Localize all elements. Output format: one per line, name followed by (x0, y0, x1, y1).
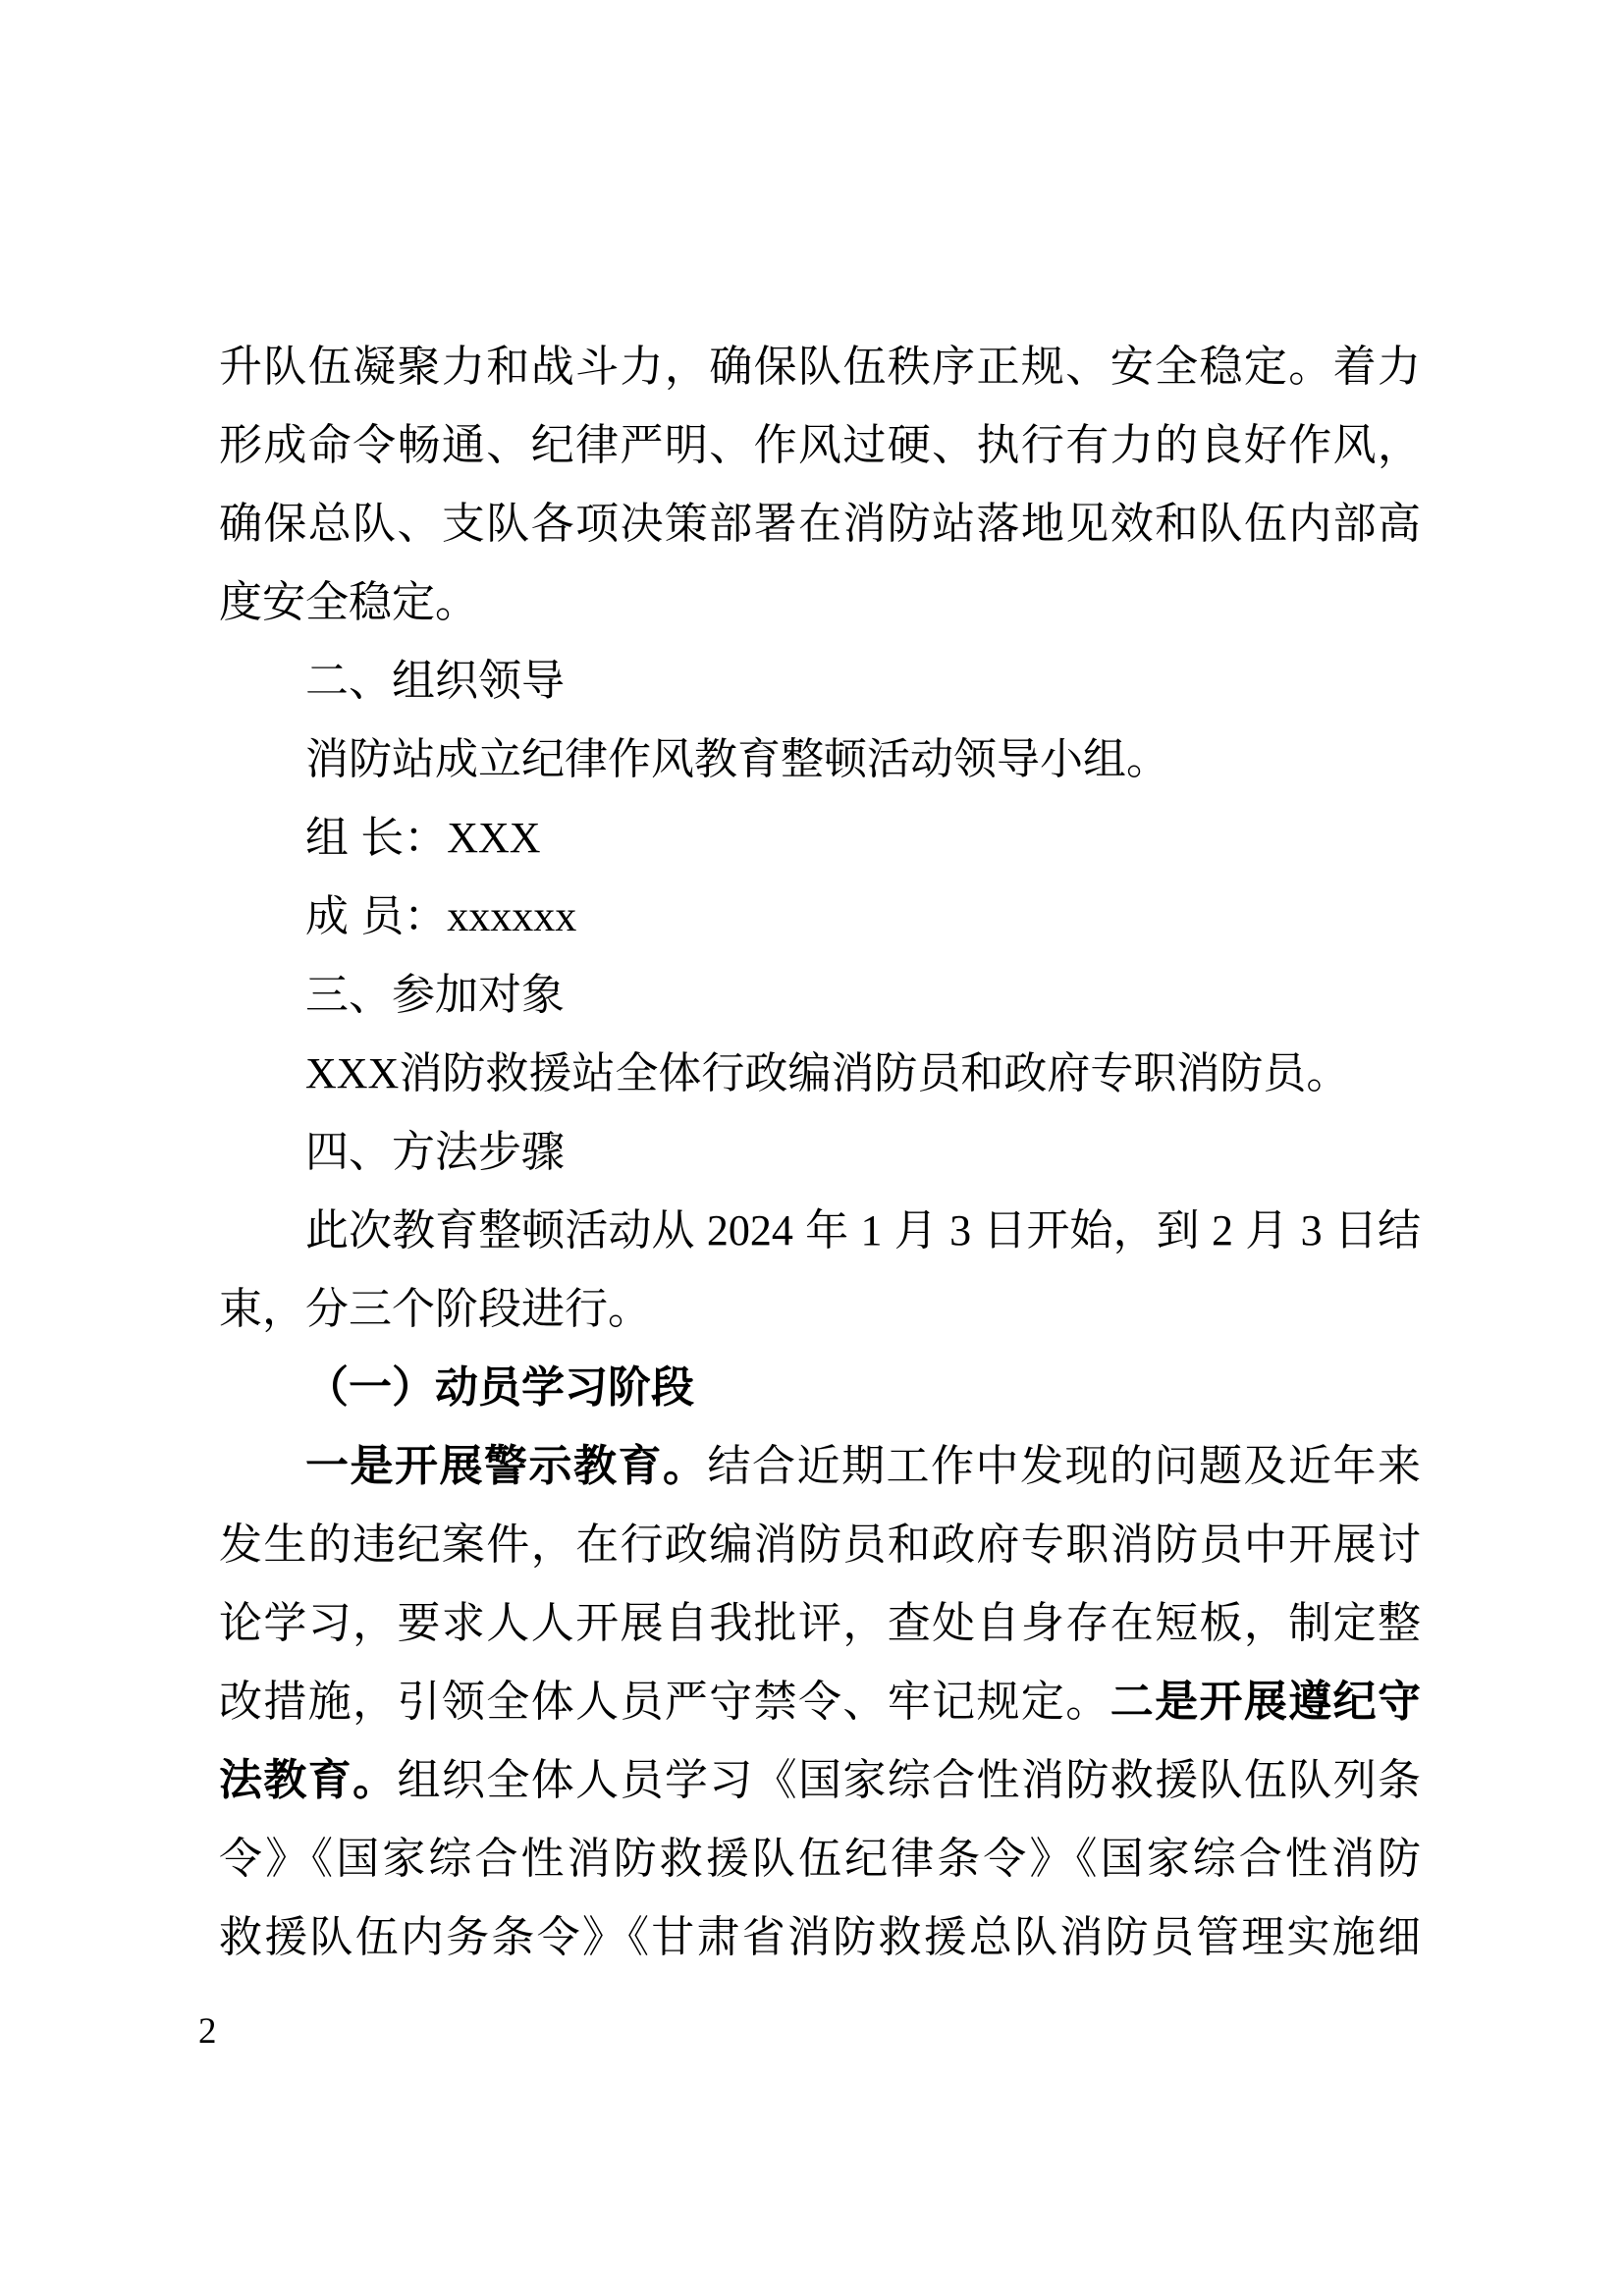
text-line: 升队伍凝聚力和战斗力，确保队伍秩序正规、安全稳定。着力 (219, 343, 1421, 391)
text-segment: 一是开展警示教育。 (305, 1442, 708, 1490)
text-segment: 月 (882, 1206, 950, 1255)
text-segment: 日结 (1322, 1206, 1422, 1255)
text-segment: 结合近期工作中发现的问题及近年来 (707, 1442, 1421, 1490)
text-segment: 日开始，到 (971, 1206, 1213, 1255)
text-line (219, 1663, 1421, 1741)
text-line (219, 1427, 1421, 1506)
document-body (219, 328, 1421, 1977)
text-segment: 二是开展遵纪守 (1110, 1678, 1422, 1726)
text-line: 令》《国家综合性消防救援队伍纪律条令》《国家综合性消防 (219, 1835, 1421, 1883)
text-segment: 1 (860, 1206, 883, 1255)
text-segment: 2 (1212, 1206, 1234, 1255)
text-segment: 3 (1300, 1206, 1323, 1255)
text-line (219, 878, 1421, 956)
text-line (219, 1741, 1421, 1820)
text-segment: 成 员： (305, 892, 448, 940)
text-segment: 此次教育整顿活动从 (305, 1206, 707, 1255)
text-line (219, 1192, 1421, 1270)
text-line: 消防站成立纪律作风教育整顿活动领导小组。 (305, 735, 1169, 783)
text-segment: 组织全体人员学习《国家综合性消防救援队伍队列条 (397, 1756, 1422, 1804)
text-segment: 组 长： (305, 814, 448, 862)
text-line (219, 799, 1421, 878)
text-line: 救援队伍内务条令》《甘肃省消防救援总队消防员管理实施细 (219, 1913, 1421, 1961)
text-line: 度安全稳定。 (219, 578, 478, 626)
text-line: 论学习，要求人人开展自我批评，查处自身存在短板，制定整 (219, 1599, 1421, 1647)
text-segment: 2024 (706, 1206, 793, 1255)
subsection-heading: （一）动员学习阶段 (305, 1363, 694, 1412)
text-segment: 消防救援站全体行政编消防员和政府专职消防员。 (399, 1049, 1350, 1097)
text-segment: xxxxxx (447, 892, 577, 940)
text-line: 发生的违纪案件，在行政编消防员和政府专职消防员中开展讨 (219, 1521, 1421, 1569)
text-segment: 改措施，引领全体人员严守禁令、牢记规定。 (219, 1678, 1110, 1726)
text-line: 确保总队、支队各项决策部署在消防站落地见效和队伍内部高 (219, 500, 1421, 548)
text-segment: 月 (1233, 1206, 1301, 1255)
text-segment: XXX (447, 814, 541, 862)
text-segment: 3 (949, 1206, 972, 1255)
text-line: 形成命令畅通、纪律严明、作风过硬、执行有力的良好作风， (219, 421, 1421, 469)
text-segment: 法教育。 (219, 1756, 398, 1804)
section-heading: 四、方法步骤 (305, 1128, 565, 1176)
text-segment: XXX (305, 1049, 400, 1097)
page-number: 2 (198, 2011, 217, 2052)
text-line: 束，分三个阶段进行。 (219, 1285, 651, 1333)
section-heading: 三、参加对象 (305, 971, 565, 1019)
text-line (219, 1035, 1421, 1113)
section-heading: 二、组织领导 (305, 657, 565, 705)
text-segment: 年 (792, 1206, 861, 1255)
